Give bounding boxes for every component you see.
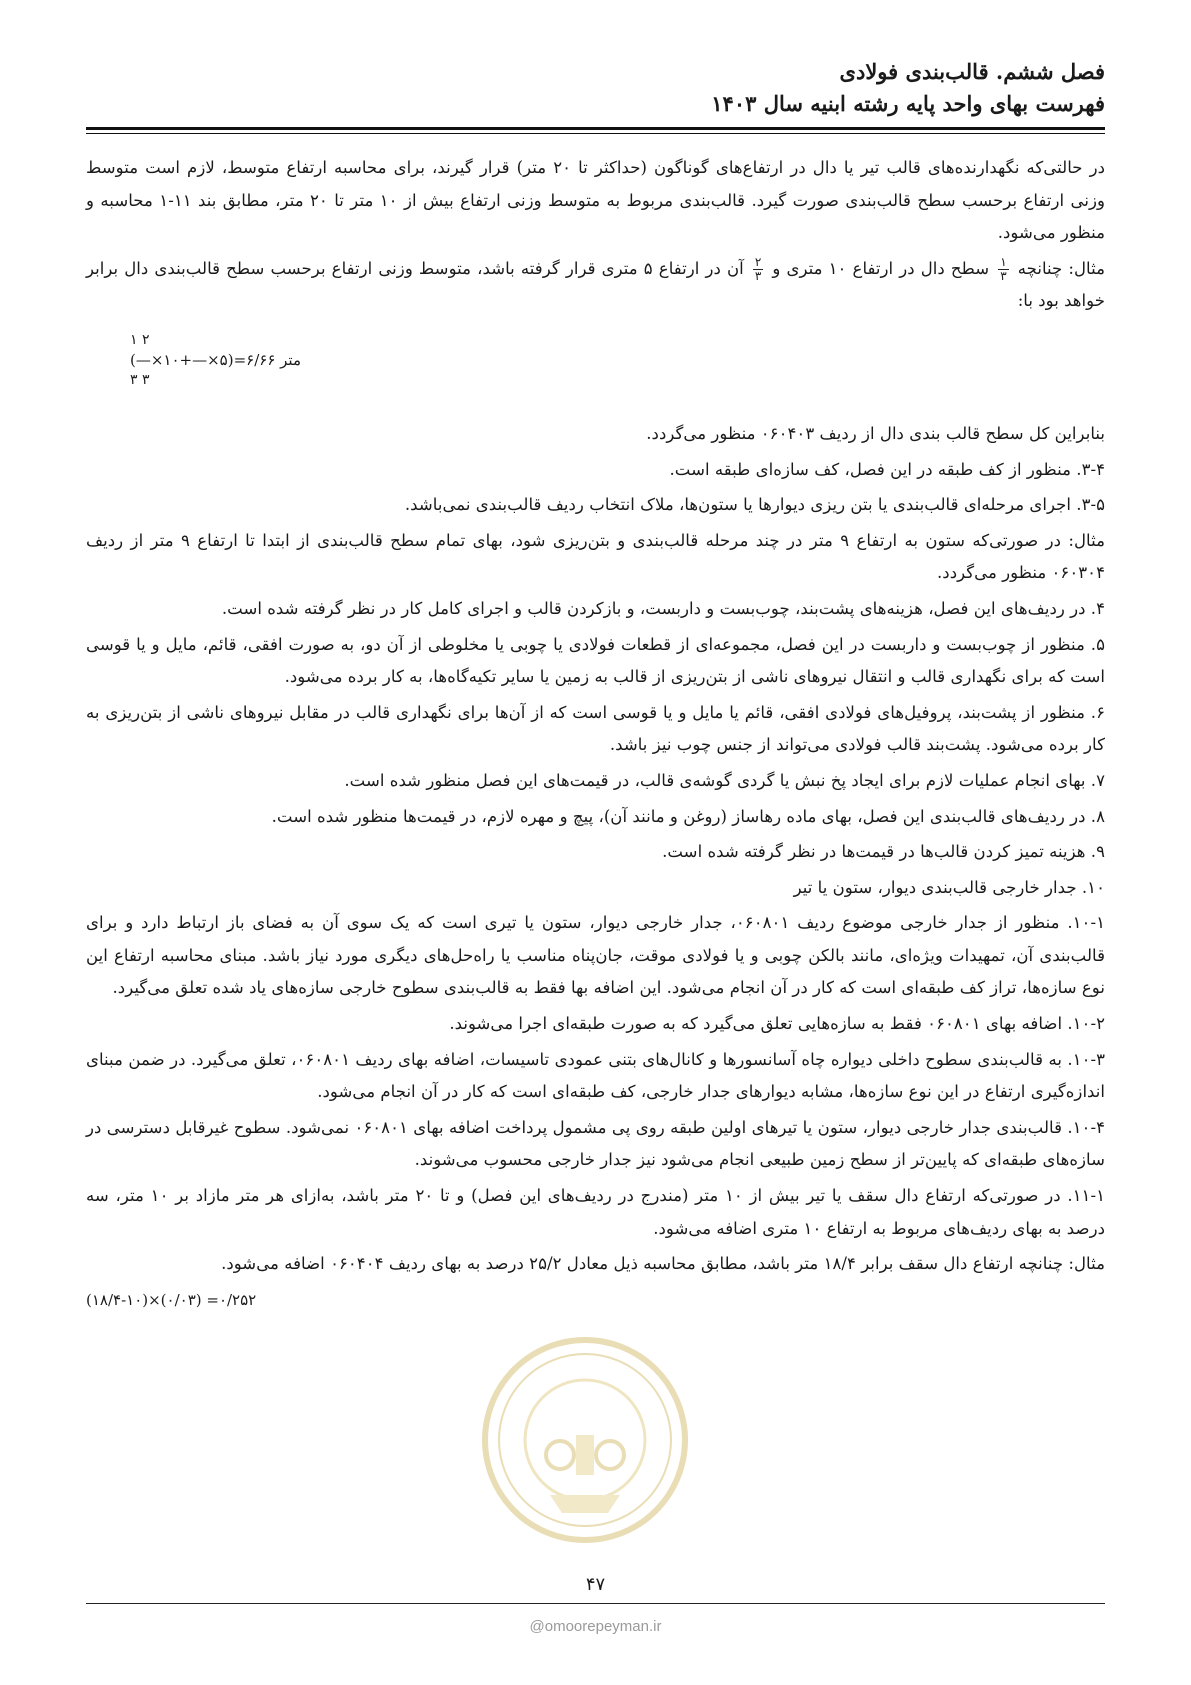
paragraph: ۳-۵. اجرای مرحله‌ای قالب‌بندی یا بتن ریزی دیوارها یا ستون‌ها، ملاک انتخاب ردیف قالب‌بندی نمی‌باشد.	[404, 495, 1105, 515]
paragraph: ۱۰-۳. به قالب‌بندی سطوح داخلی دیواره چاه آسانسورها و کانال‌های بتنی عمودی تاسیسات، اضافه بهای ردیف ۰۶۰۸۰۱، تعلق می‌گیرد. در ضمن مبنای اندازه‌گیری ارتفاع در این نوع سازه‌ها، مشابه دیوارهای جدار خارجی، کف طبقه‌ای است که کار در آن انجام می‌شود.	[86, 1049, 1106, 1102]
document-body	[86, 152, 1105, 1316]
paragraph: ۱۱-۱. در صورتی‌که ارتفاع دال سقف یا تیر بیش از ۱۰ متر (مندرج در ردیف‌های این فصل) و تا ۲۰ متر باشد، به‌ازای هر متر مازاد بر ۱۰ متر، سه درصد به بهای ردیف‌های مربوط به ارتفاع ۱۰ متری اضافه می‌شود.	[86, 1186, 1105, 1238]
paragraph: ۸. در ردیف‌های قالب‌بندی این فصل، بهای ماده رهاساز (روغن و مانند آن)، پیچ و مهره لازم، در قیمت‌ها منظور شده است.	[271, 806, 1105, 826]
paragraph: ۹. هزینه تمیز کردن قالب‌ها در قیمت‌ها در نظر گرفته شده است.	[662, 842, 1105, 862]
formula-numerators: ۱ ۲	[130, 331, 150, 348]
paragraph-example-fraction	[86, 253, 1105, 318]
paragraph: ۱۰-۱. منظور از جدار خارجی موضوع ردیف ۰۶۰۸۰۱، جدار خارجی دیوار، ستون یا تیری است که یک سوی آن به فضای باز ارتباط دارد و برای قالب‌بندی آن، تمهیدات ویژه‌ای، مانند بالکن چوبی و یا فولادی موقت، جان‌پناه مناسب یا راه‌حل‌های دیگری مورد نیاز باشد. مبنای محاسبه ارتفاع این نوع سازه‌ها، تراز کف طبقه‌ای است که کار در آن انجام می‌شود. این اضافه بها فقط به قالب‌بندی سطوح خارجی سازه‌های یاد شده تعلق می‌گیرد.	[86, 913, 1105, 998]
paragraph: ۵. منظور از چوب‌بست و داربست در این فصل، مجموعه‌ای از قطعات فولادی یا چوبی یا مخلوطی از آن دو، به صورت افقی، قائم، مایل و یا قوسی است که برای نگهداری قالب و انتقال نیروهای ناشی از بتن‌ریزی از قالب به زمین یا سایر تکیه‌گاه‌ها، به کار برده می‌شود.	[86, 634, 1105, 687]
fraction-numerator: ۱	[1000, 254, 1007, 269]
page-number: ۴۷	[585, 1574, 606, 1595]
fraction-numerator: ۲	[754, 254, 762, 269]
header-rule-thick	[86, 127, 1105, 130]
paragraph: در حالتی‌که نگهدارنده‌های قالب تیر یا دال در ارتفاع‌های گوناگون (حداکثر تا ۲۰ متر) قرار گیرند، برای محاسبه ارتفاع متوسط، لازم است متوسط وزنی ارتفاع برحسب سطح قالب‌بندی صورت گیرد. قالب‌بندی مربوط به متوسط وزنی ارتفاع بیش از ۱۰ متر تا ۲۰ متر، مطابق بند ۱۱-۱ محاسبه و منظور می‌شود.	[86, 158, 1105, 243]
paragraph: ۷. بهای انجام عملیات لازم برای ایجاد پخ نبش یا گردی گوشه‌ی قالب، در قیمت‌های این فصل منظور شده است.	[344, 770, 1105, 790]
paragraph: ۱۰-۴. قالب‌بندی جدار خارجی دیوار، ستون یا تیرهای اولین طبقه روی پی مشمول پرداخت اضافه بهای ۰۶۰۸۰۱ نمی‌شود. سطوح غیرقابل دسترسی در سازه‌های طبقه‌ای که پایین‌تر از سطح زمین طبیعی انجام می‌شود نیز جدار خارجی محسوب می‌شوند.	[86, 1117, 1105, 1170]
paragraph: مثال: چنانچه ارتفاع دال سقف برابر ۱۸/۴ متر باشد، مطابق محاسبه ذیل معادل ۲۵/۲ درصد به بهای ردیف ۰۶۰۴۰۴ اضافه می‌شود.	[221, 1254, 1105, 1274]
paragraph: ۶. منظور از پشت‌بند، پروفیل‌های فولادی افقی، قائم یا مایل و یا قوسی است که از آن‌ها برای نگهداری قالب در مقابل نیروهای ناشی از بتن‌ریزی به کار برده می‌شود. پشت‌بند قالب فولادی می‌تواند از جنس چوب نیز باشد.	[86, 702, 1105, 755]
formula-main-line: (—×۱۰+—×۵)=۶/۶۶ متر	[130, 350, 301, 369]
paragraph: بنابراین کل سطح قالب بندی دال از ردیف ۰۶۰۴۰۳ منظور می‌گردد.	[646, 423, 1105, 443]
paragraph: مثال: در صورتی‌که ستون به ارتفاع ۹ متر در چند مرحله قالب‌بندی و بتن‌ریزی شود، بهای تمام سطح قالب‌بندی از ابتدا تا ارتفاع ۹ متر از ردیف ۰۶۰۳۰۴ منظور می‌گردد.	[86, 530, 1105, 583]
section-heading: ۱۰. جدار خارجی قالب‌بندی دیوار، ستون یا تیر	[793, 877, 1105, 897]
document-subtitle: فهرست بهای واحد پایه رشته ابنیه سال ۱۴۰۳	[711, 91, 1105, 116]
paragraph: ۴. در ردیف‌های این فصل، هزینه‌های پشت‌بند، چوب‌بست و داربست، و بازکردن قالب و اجرای کامل کار در نظر گرفته شده است.	[221, 598, 1105, 618]
footer-rule	[86, 1603, 1105, 1604]
text-span: مثال: چنانچه	[1017, 258, 1105, 278]
fraction-denominator: ۳	[754, 268, 762, 283]
watermark-seal-icon	[480, 1335, 690, 1545]
paragraph: ۳-۴. منظور از کف طبقه در این فصل، کف سازه‌ای طبقه است.	[669, 459, 1105, 479]
formula-percentage: (۱۸/۴-۱۰)×(۰/۰۳) =۰/۲۵۲	[86, 1290, 257, 1309]
text-span: سطح دال در ارتفاع ۱۰ متری و	[772, 258, 990, 278]
fraction	[998, 256, 1008, 283]
page-header	[86, 56, 1105, 120]
header-rule-thin	[86, 133, 1105, 134]
text-span: آن در ارتفاع ۵ متری قرار گرفته باشد، متوسط وزنی ارتفاع برحسب سطح قالب‌بندی دال برابر خواهد بود با:	[86, 258, 1105, 311]
website-watermark: @omoorepeyman.ir	[529, 1618, 662, 1635]
chapter-title: فصل ششم. قالب‌بندی فولادی	[839, 59, 1105, 84]
fraction	[753, 256, 763, 283]
paragraph: ۱۰-۲. اضافه بهای ۰۶۰۸۰۱ فقط به سازه‌هایی تعلق می‌گیرد که به صورت طبقه‌ای اجرا می‌شوند.	[449, 1014, 1105, 1034]
formula-weighted-height	[130, 324, 1105, 394]
formula-denominators: ۳ ۳	[130, 371, 150, 388]
fraction-denominator: ۳	[1000, 268, 1007, 283]
